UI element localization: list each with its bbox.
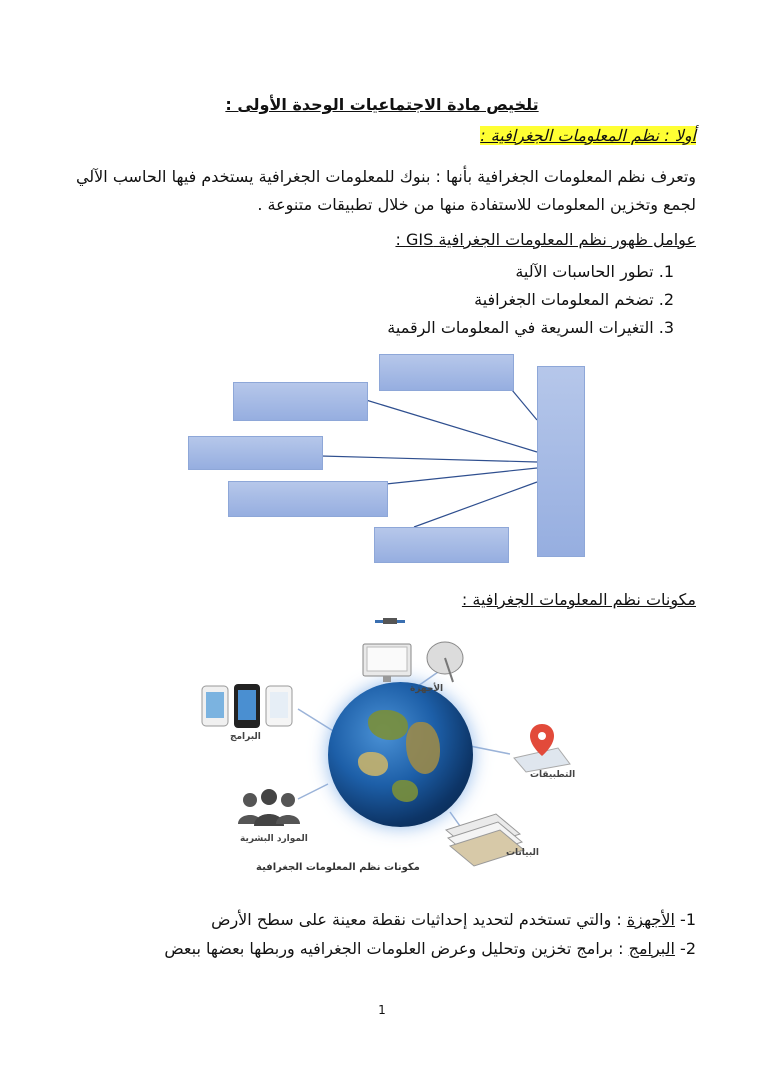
factors-heading: عوامل ظهور نظم المعلومات الجغرافية GIS : [395, 230, 696, 249]
factor-item: 1. تطور الحاسبات الآلية [515, 262, 674, 281]
diagram-box-bottom [374, 527, 509, 563]
monitor-and-satellite-icon [353, 614, 473, 689]
factor-item: 3. التغيرات السريعة في المعلومات الرقمية [387, 318, 674, 337]
definition-line-2: لجمع وتخزين المعلومات للاستفادة منها من خلال تطبيقات متنوعة . [257, 195, 696, 214]
description-item [60, 905, 696, 934]
people-group-icon [234, 788, 304, 833]
diagram-box-top [379, 354, 514, 391]
description-item [60, 934, 696, 963]
page-number: 1 [378, 1003, 386, 1017]
diagram-box-left-2 [188, 436, 323, 470]
earth-globe-image [328, 682, 473, 827]
data-sheets-icon [440, 808, 530, 868]
infographic-caption: مكونات نظم المعلومات الجغرافية [256, 862, 420, 873]
section-heading-text: أولا : نظم المعلومات الجغرافية : [480, 126, 696, 145]
description-text: : برامج تخزين وتحليل وعرض العلومات الجغرافيه وربطها بعضها ببعض [164, 939, 629, 958]
factor-item: 2. تضخم المعلومات الجغرافية [474, 290, 674, 309]
people-label: الموارد البشرية [240, 834, 308, 844]
diagram-box-left-3 [228, 481, 388, 517]
hardware-label: الأجهزة [410, 684, 444, 694]
components-descriptions [60, 905, 696, 963]
software-label: البرامج [230, 732, 261, 742]
definition-line-1: وتعرف نظم المعلومات الجغرافية بأنها : بنوك للمعلومات الجغرافية يستخدم فيها الحاسب الآلي [75, 167, 696, 186]
description-term: الأجهزة [626, 910, 675, 929]
description-number: 2- [680, 939, 696, 958]
description-number: 1- [680, 910, 696, 929]
description-term: البرامج [628, 939, 675, 958]
description-text: : والتي تستخدم لتحديد إحداثيات نقطة معينة على سطح الأرض [211, 910, 627, 929]
smartphones-icon [200, 682, 300, 732]
gis-components-infographic [188, 614, 604, 880]
diagram-box-center [537, 366, 585, 557]
applications-label: التطبيقات [530, 770, 576, 780]
components-heading: مكونات نظم المعلومات الجغرافية : [461, 590, 696, 609]
diagram-box-left-1 [233, 382, 368, 421]
page-title: تلخيص مادة الاجتماعيات الوحدة الأولى : [225, 95, 539, 114]
data-label: البيانات [506, 848, 539, 858]
map-pin-icon [508, 718, 578, 773]
